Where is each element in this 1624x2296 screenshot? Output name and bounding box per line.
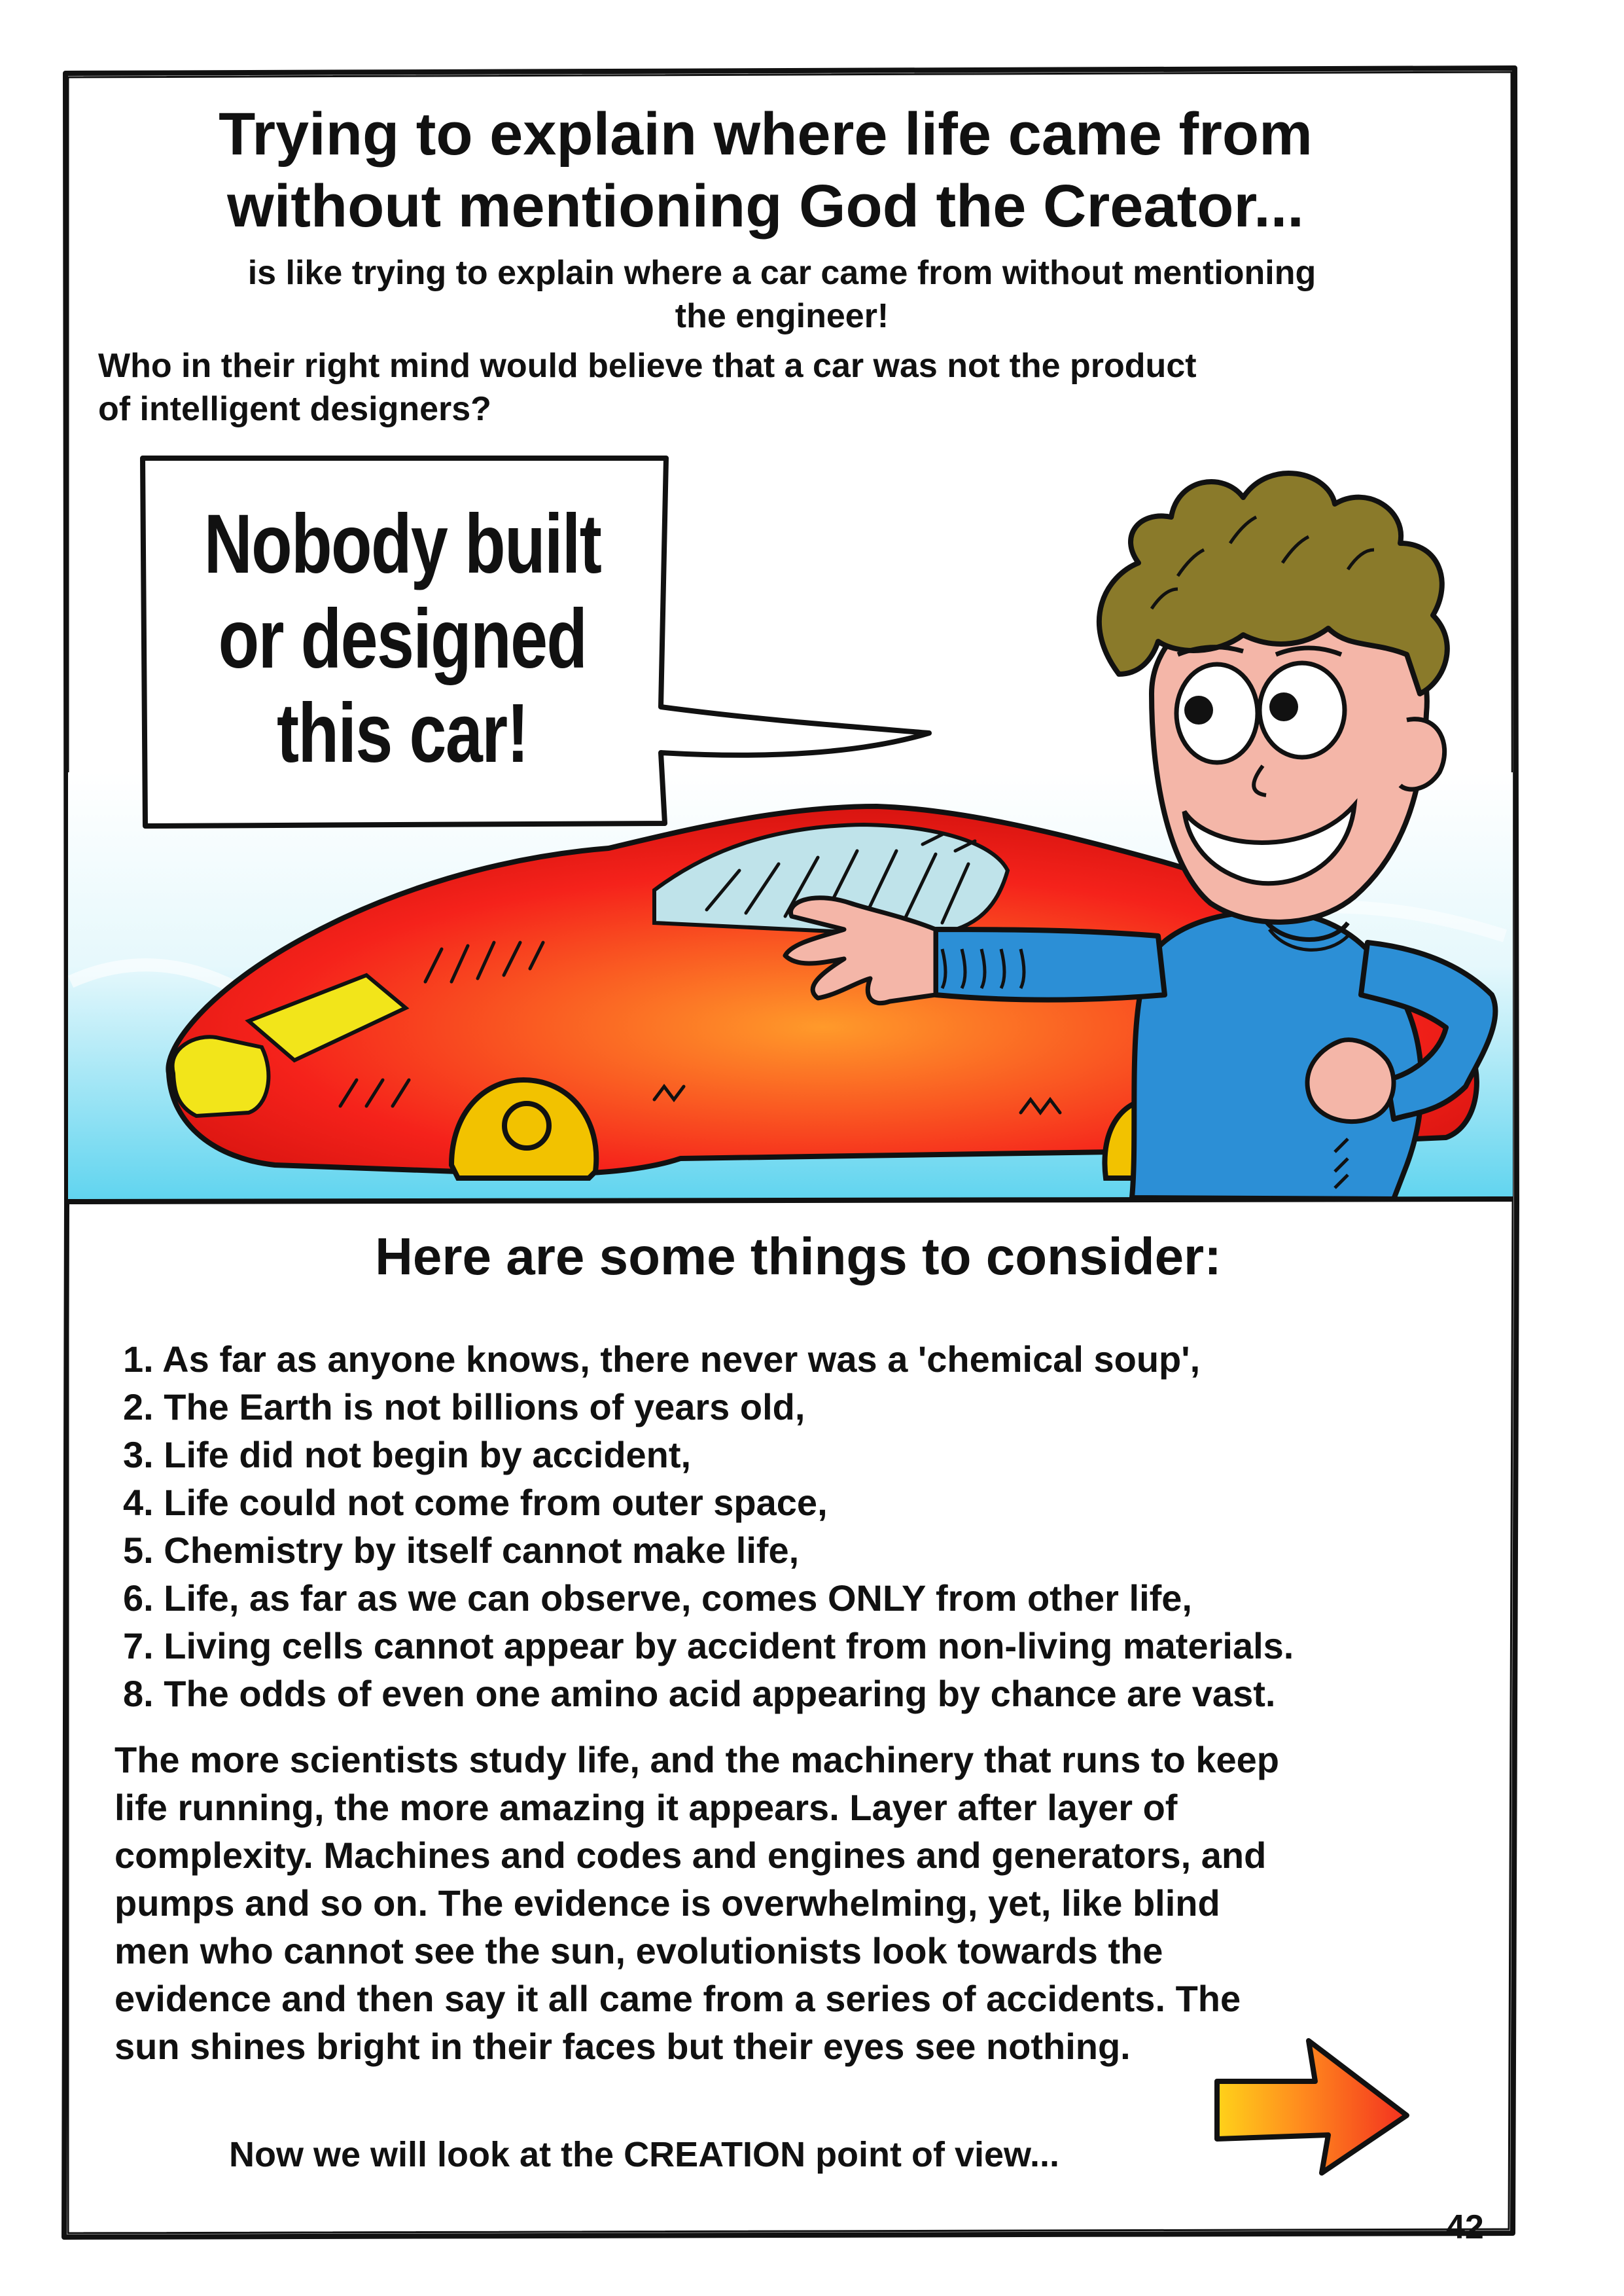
- list-item: 4. Life could not come from outer space,: [123, 1482, 828, 1523]
- considerations-list: [123, 1335, 1530, 1717]
- question-text: [98, 344, 1505, 431]
- paragraph-line: pumps and so on. The evidence is overwhelming, yet, like blind: [115, 1882, 1220, 1924]
- speech-line: this car!: [277, 687, 528, 781]
- footer-text: Now we will look at the CREATION point of view...: [229, 2135, 1060, 2174]
- list-item: 3. Life did not begin by accident,: [123, 1434, 692, 1475]
- boy-arm-extended: [936, 929, 1165, 1000]
- speech-line: Nobody built: [203, 497, 601, 591]
- list-item: 8. The odds of even one amino acid appearing by chance are vast.: [123, 1673, 1276, 1714]
- body-paragraph: [115, 1736, 1482, 2070]
- page-title: [79, 98, 1453, 243]
- paragraph-line: sun shines bright in their faces but their eyes see nothing.: [115, 2026, 1131, 2067]
- intro-text: [98, 251, 1466, 338]
- paragraph-line: life running, the more amazing it appears. Layer after layer of: [115, 1787, 1178, 1828]
- speech-bubble-text: [198, 497, 607, 781]
- page-number: 42: [1446, 2208, 1484, 2246]
- section-heading: Here are some things to consider:: [375, 1227, 1222, 1285]
- paragraph-line: evidence and then say it all came from a series of accidents. The: [115, 1978, 1241, 2019]
- panel-divider: [68, 1199, 1513, 1202]
- question-line: of intelligent designers?: [98, 390, 491, 429]
- car-headlight: [173, 1037, 269, 1116]
- paragraph-line: men who cannot see the sun, evolutionists look towards the: [115, 1930, 1163, 1971]
- speech-line: or designed: [218, 592, 587, 686]
- boy-fist: [1307, 1040, 1394, 1122]
- list-item: 1. As far as anyone knows, there never was a 'chemical soup',: [123, 1338, 1201, 1380]
- list-item: 5. Chemistry by itself cannot make life,: [123, 1530, 800, 1571]
- title-line: Trying to explain where life came from: [219, 101, 1313, 168]
- paragraph-line: complexity. Machines and codes and engines and generators, and: [115, 1835, 1267, 1876]
- title-line: without mentioning God the Creator...: [227, 173, 1304, 240]
- list-item: 7. Living cells cannot appear by accident from non-living materials.: [123, 1625, 1294, 1666]
- question-line: Who in their right mind would believe that a car was not the product: [98, 347, 1197, 385]
- intro-line: is like trying to explain where a car came from without mentioning: [247, 254, 1316, 292]
- paragraph-line: The more scientists study life, and the machinery that runs to keep: [115, 1739, 1279, 1780]
- list-item: 2. The Earth is not billions of years old,: [123, 1386, 805, 1427]
- list-item: 6. Life, as far as we can observe, comes ONLY from other life,: [123, 1577, 1192, 1619]
- intro-line: the engineer!: [675, 297, 889, 336]
